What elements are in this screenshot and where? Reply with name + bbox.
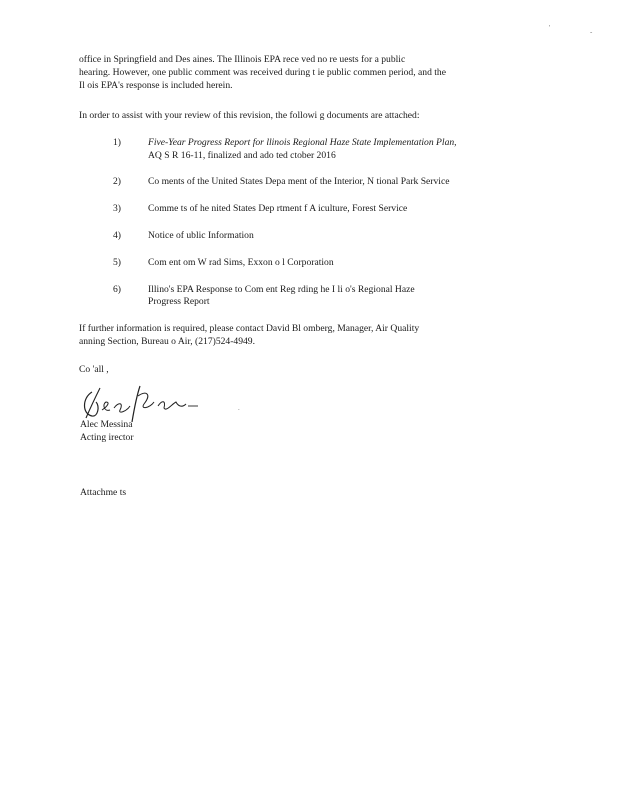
further-info-line-1: If further information is required, please contact David Bl omberg, Manager, Air Quality <box>79 323 420 334</box>
intro-line-2: hearing. However, one public comment was received during t ie public commen period, and the <box>79 67 446 78</box>
signer-title: Acting irector <box>80 432 134 443</box>
intro-line-1: office in Springfield and Des aines. The Illinois EPA rece ved no re uests for a public <box>79 54 406 65</box>
scan-speck: . <box>238 404 240 412</box>
item-subline: Progress Report <box>148 296 210 307</box>
intro-line-3: Il ois EPA's response is included herein. <box>79 80 233 91</box>
item-title: Five-Year Progress Report for llinois Regional Haze State Implementation Plan, <box>148 137 457 148</box>
further-info-line-2: anning Section, Bureau o Air, (217)524-4949. <box>79 336 256 347</box>
assist-paragraph: In order to assist with your review of this revision, the followi g documents are attached: <box>79 110 420 121</box>
closing: Co 'all , <box>79 364 109 375</box>
signer-name: Alec Messina <box>80 419 133 430</box>
signature-image <box>80 384 215 424</box>
item-number: 3) <box>113 203 121 214</box>
item-title: Co ments of the United States Depa ment of the Interior, N tional Park Service <box>148 176 450 187</box>
item-number: 4) <box>113 230 121 241</box>
item-number: 5) <box>113 257 121 268</box>
scan-speck: - <box>590 28 593 36</box>
item-number: 6) <box>113 284 121 295</box>
attachments-label: Attachme ts <box>80 487 127 498</box>
item-number: 1) <box>113 137 121 148</box>
item-title: Com ent om W rad Sims, Exxon o l Corporation <box>148 257 334 268</box>
item-title: Comme ts of he nited States Dep rtment f A iculture, Forest Service <box>148 203 408 214</box>
item-number: 2) <box>113 176 121 187</box>
item-subline: AQ S R 16-11, finalized and ado ted ctober 2016 <box>148 150 336 161</box>
item-title: Illino's EPA Response to Com ent Reg rding he I li o's Regional Haze <box>148 284 415 295</box>
scan-speck: ' <box>549 24 551 32</box>
item-title: Notice of ublic Information <box>148 230 254 241</box>
